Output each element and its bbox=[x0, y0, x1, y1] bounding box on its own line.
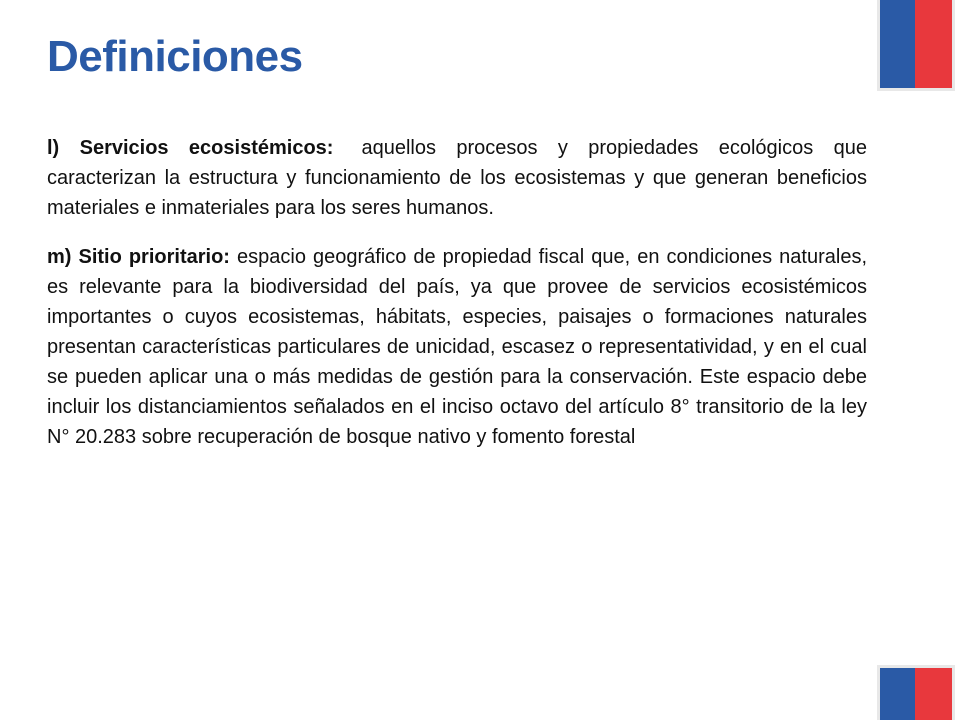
flag-red-stripe bbox=[915, 668, 952, 720]
flag-decoration-top bbox=[880, 0, 952, 88]
flag-blue-stripe bbox=[880, 0, 915, 88]
flag-red-stripe bbox=[915, 0, 952, 88]
definition-text: espacio geográfico de propiedad fiscal que, en condiciones naturales, es relevante para la biodiversidad del país, ya que provee de servicios ecosistémicos importantes o cuyos ecosistemas, hábitats, especies, paisajes o formaciones naturales presentan características particulares de unicidad, escasez o representatividad, y en el cual se pueden aplicar una o más medidas de gestión para la conservación. Este espacio debe incluir los distanciamientos señalados en el inciso octavo del artículo 8° transitorio de la ley N° 20.283 sobre recuperación de bosque nativo y fomento forestal bbox=[47, 246, 868, 448]
definition-term: l) Servicios ecosistémicos: bbox=[47, 137, 334, 159]
definition-term: m) Sitio prioritario: bbox=[47, 246, 230, 268]
definition-servicios-ecosistemicos bbox=[47, 133, 867, 223]
definition-sitio-prioritario bbox=[47, 242, 867, 452]
flag-decoration-bottom bbox=[880, 668, 952, 720]
slide-title: Definiciones bbox=[47, 32, 303, 81]
definitions-body bbox=[47, 133, 867, 471]
definition-text: aquellos procesos y propiedades ecológicos que caracterizan la estructura y funcionamiento de los ecosistemas y que generan beneficios materiales e inmateriales para los seres humanos. bbox=[47, 137, 867, 219]
flag-blue-stripe bbox=[880, 668, 915, 720]
